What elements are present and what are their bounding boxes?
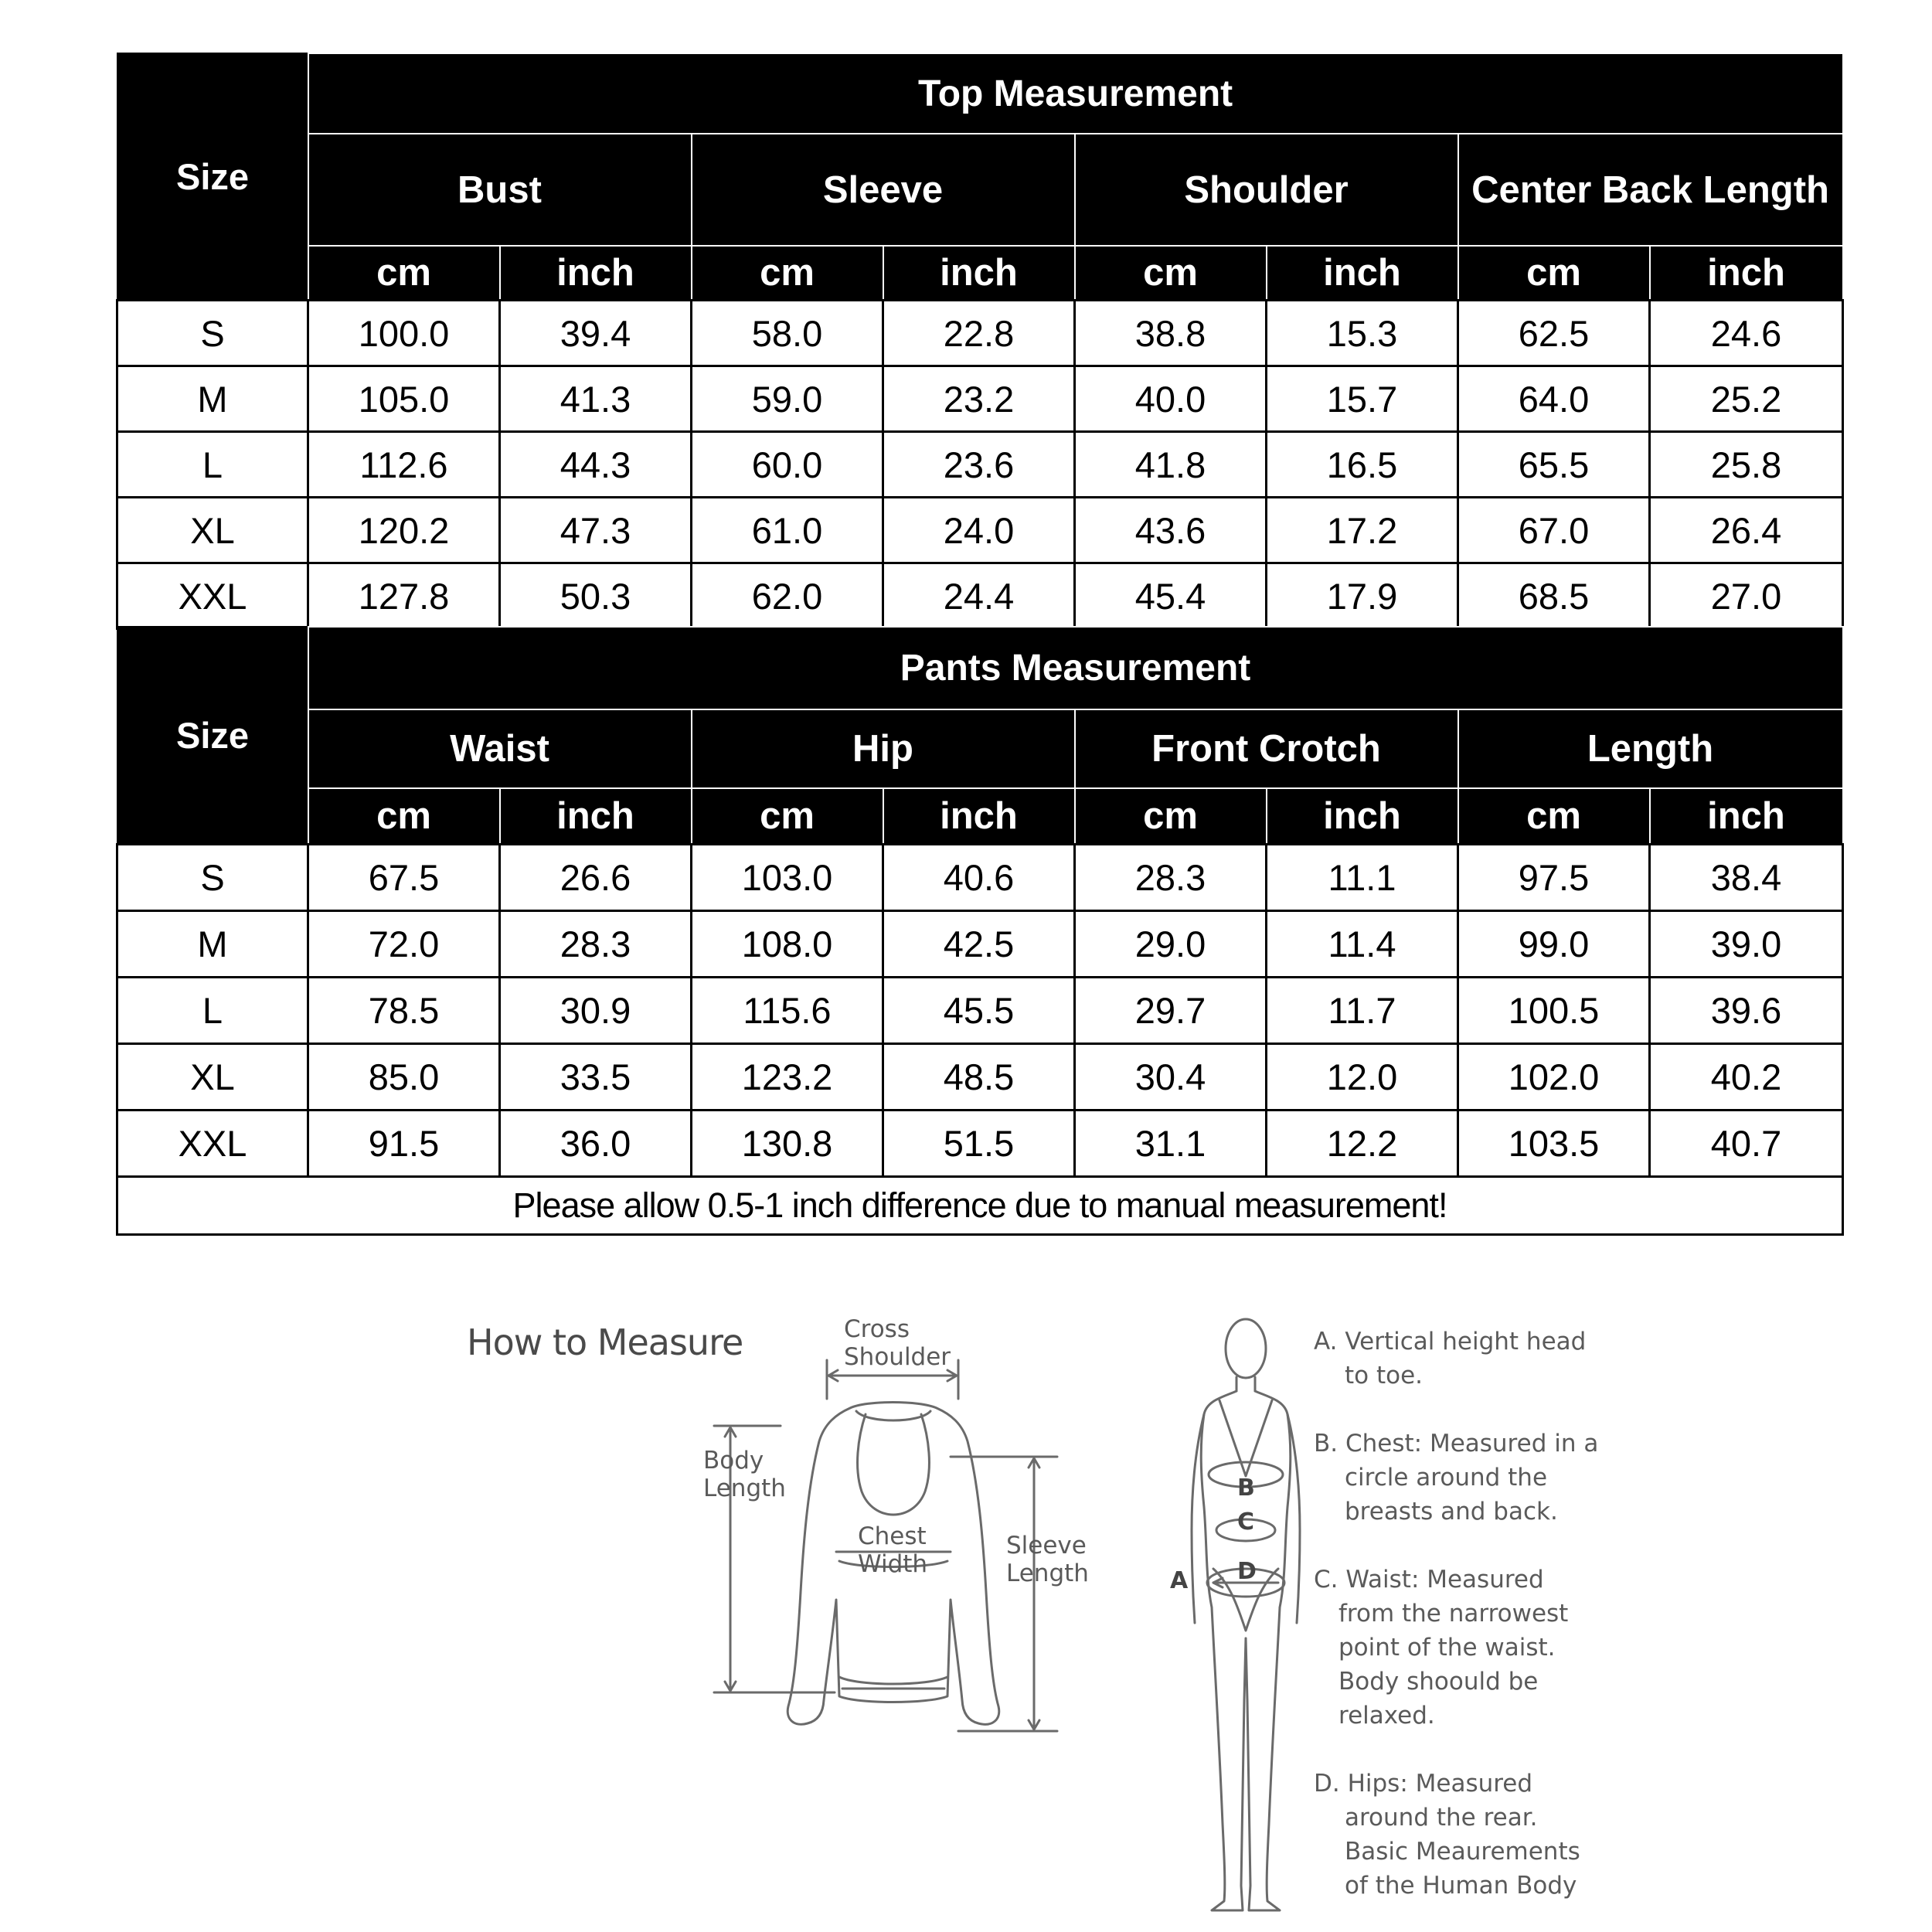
unit-header: inch <box>883 246 1075 301</box>
value-cell: 68.5 <box>1458 563 1650 629</box>
value-cell: 40.0 <box>1075 366 1267 432</box>
size-cell: S <box>117 301 308 366</box>
value-cell: 67.0 <box>1458 498 1650 563</box>
legend-b-line: breasts and back. <box>1345 1498 1558 1526</box>
value-cell: 64.0 <box>1458 366 1650 432</box>
value-cell: 78.5 <box>308 978 500 1044</box>
value-cell: 91.5 <box>308 1111 500 1177</box>
legend-a-line: to toe. <box>1345 1362 1423 1389</box>
cross-shoulder-label <box>844 1315 951 1371</box>
unit-header: cm <box>1075 246 1267 301</box>
value-cell: 36.0 <box>500 1111 692 1177</box>
unit-header: cm <box>1458 788 1650 845</box>
size-column-header: Size <box>117 627 308 845</box>
value-cell: 72.0 <box>308 911 500 978</box>
cross-shoulder-label-line1: Cross <box>844 1315 910 1343</box>
value-cell: 31.1 <box>1075 1111 1267 1177</box>
legend-item-b <box>1314 1427 1638 1529</box>
value-cell: 12.0 <box>1267 1044 1458 1111</box>
value-cell: 17.9 <box>1267 563 1458 629</box>
chest-width-label <box>858 1522 927 1578</box>
value-cell: 41.3 <box>500 366 692 432</box>
value-cell: 65.5 <box>1458 432 1650 498</box>
sleeve-length-label <box>1006 1532 1089 1587</box>
size-cell: L <box>117 432 308 498</box>
value-cell: 38.4 <box>1650 845 1843 911</box>
value-cell: 26.4 <box>1650 498 1843 563</box>
size-cell: XXL <box>117 1111 308 1177</box>
value-cell: 24.0 <box>883 498 1075 563</box>
body-marker-a: A <box>1170 1567 1189 1594</box>
value-cell: 45.4 <box>1075 563 1267 629</box>
value-cell: 22.8 <box>883 301 1075 366</box>
unit-header: inch <box>883 788 1075 845</box>
body-marker-d: D <box>1237 1558 1257 1585</box>
legend-b-lead: B. Chest: Measured in a <box>1314 1430 1599 1458</box>
value-cell: 60.0 <box>692 432 883 498</box>
value-cell: 47.3 <box>500 498 692 563</box>
body-marker-b: B <box>1237 1475 1255 1502</box>
group-header-length: Length <box>1458 709 1843 788</box>
sleeve-length-label-line1: Sleeve <box>1006 1532 1087 1560</box>
value-cell: 11.4 <box>1267 911 1458 978</box>
value-cell: 40.2 <box>1650 1044 1843 1111</box>
value-cell: 24.6 <box>1650 301 1843 366</box>
legend-c-line: relaxed. <box>1338 1702 1435 1730</box>
unit-header: inch <box>1650 788 1843 845</box>
value-cell: 48.5 <box>883 1044 1075 1111</box>
value-cell: 130.8 <box>692 1111 883 1177</box>
group-header-sleeve: Sleeve <box>692 134 1075 246</box>
value-cell: 11.7 <box>1267 978 1458 1044</box>
group-header-front-crotch: Front Crotch <box>1075 709 1458 788</box>
value-cell: 28.3 <box>1075 845 1267 911</box>
value-cell: 61.0 <box>692 498 883 563</box>
value-cell: 67.5 <box>308 845 500 911</box>
value-cell: 85.0 <box>308 1044 500 1111</box>
unit-header: inch <box>500 246 692 301</box>
value-cell: 30.4 <box>1075 1044 1267 1111</box>
value-cell: 16.5 <box>1267 432 1458 498</box>
size-cell: S <box>117 845 308 911</box>
value-cell: 100.0 <box>308 301 500 366</box>
table-row <box>117 1111 1843 1177</box>
unit-header: inch <box>1267 246 1458 301</box>
legend-c-line: point of the waist. <box>1338 1634 1556 1662</box>
unit-header: cm <box>1458 246 1650 301</box>
unit-header: inch <box>500 788 692 845</box>
group-header-center-back-length: Center Back Length <box>1458 134 1843 246</box>
group-header-waist: Waist <box>308 709 692 788</box>
value-cell: 15.7 <box>1267 366 1458 432</box>
table-title: Pants Measurement <box>308 627 1843 709</box>
value-cell: 51.5 <box>883 1111 1075 1177</box>
value-cell: 17.2 <box>1267 498 1458 563</box>
value-cell: 12.2 <box>1267 1111 1458 1177</box>
table-row <box>117 498 1843 563</box>
chest-width-label-line2: Width <box>858 1550 928 1578</box>
body-length-label-line2: Length <box>703 1475 786 1502</box>
size-cell: XL <box>117 1044 308 1111</box>
table-row <box>117 563 1843 629</box>
value-cell: 23.2 <box>883 366 1075 432</box>
value-cell: 42.5 <box>883 911 1075 978</box>
table-row <box>117 432 1843 498</box>
unit-header: inch <box>1267 788 1458 845</box>
table-row <box>117 978 1843 1044</box>
sleeve-length-label-line2: Length <box>1006 1560 1089 1587</box>
legend-c-line: from the narrowest <box>1338 1600 1569 1628</box>
value-cell: 105.0 <box>308 366 500 432</box>
value-cell: 40.7 <box>1650 1111 1843 1177</box>
legend-d-lead: D. Hips: Measured <box>1314 1770 1533 1798</box>
body-length-label-line1: Body <box>703 1447 764 1475</box>
table-row <box>117 845 1843 911</box>
group-header-shoulder: Shoulder <box>1075 134 1458 246</box>
value-cell: 27.0 <box>1650 563 1843 629</box>
how-to-measure-title: How to Measure <box>467 1321 743 1363</box>
value-cell: 103.0 <box>692 845 883 911</box>
legend-d-line: around the rear. <box>1345 1804 1538 1832</box>
table-row <box>117 301 1843 366</box>
pants-measurement-table <box>116 626 1844 1236</box>
value-cell: 62.0 <box>692 563 883 629</box>
value-cell: 23.6 <box>883 432 1075 498</box>
how-to-measure-section <box>0 1298 1932 1932</box>
value-cell: 45.5 <box>883 978 1075 1044</box>
group-header-bust: Bust <box>308 134 692 246</box>
value-cell: 24.4 <box>883 563 1075 629</box>
value-cell: 99.0 <box>1458 911 1650 978</box>
value-cell: 62.5 <box>1458 301 1650 366</box>
size-cell: L <box>117 978 308 1044</box>
unit-header: inch <box>1650 246 1843 301</box>
body-marker-c: C <box>1237 1509 1255 1536</box>
value-cell: 44.3 <box>500 432 692 498</box>
human-body-diagram <box>1168 1314 1323 1917</box>
table-row <box>117 1044 1843 1111</box>
value-cell: 112.6 <box>308 432 500 498</box>
value-cell: 103.5 <box>1458 1111 1650 1177</box>
group-header-hip: Hip <box>692 709 1075 788</box>
legend-c-line: Body shoould be <box>1338 1668 1539 1696</box>
value-cell: 41.8 <box>1075 432 1267 498</box>
legend-b-line: circle around the <box>1345 1464 1548 1492</box>
value-cell: 59.0 <box>692 366 883 432</box>
unit-header: cm <box>1075 788 1267 845</box>
value-cell: 43.6 <box>1075 498 1267 563</box>
value-cell: 30.9 <box>500 978 692 1044</box>
value-cell: 108.0 <box>692 911 883 978</box>
value-cell: 102.0 <box>1458 1044 1650 1111</box>
size-cell: XXL <box>117 563 308 629</box>
value-cell: 120.2 <box>308 498 500 563</box>
value-cell: 25.2 <box>1650 366 1843 432</box>
unit-header: cm <box>692 246 883 301</box>
value-cell: 39.4 <box>500 301 692 366</box>
legend-c-lead: C. Waist: Measured <box>1314 1566 1544 1594</box>
unit-header: cm <box>308 788 500 845</box>
legend-d-line: Basic Meaurements <box>1345 1838 1580 1866</box>
body-length-label <box>703 1447 786 1502</box>
legend-d-line: of the Human Body <box>1345 1872 1577 1900</box>
value-cell: 11.1 <box>1267 845 1458 911</box>
value-cell: 123.2 <box>692 1044 883 1111</box>
value-cell: 25.8 <box>1650 432 1843 498</box>
size-cell: XL <box>117 498 308 563</box>
value-cell: 127.8 <box>308 563 500 629</box>
legend-item-c <box>1314 1563 1638 1733</box>
table-row <box>117 911 1843 978</box>
value-cell: 26.6 <box>500 845 692 911</box>
value-cell: 115.6 <box>692 978 883 1044</box>
value-cell: 40.6 <box>883 845 1075 911</box>
value-cell: 100.5 <box>1458 978 1650 1044</box>
value-cell: 29.7 <box>1075 978 1267 1044</box>
size-column-header: Size <box>117 53 308 301</box>
top-measurement-table <box>116 53 1844 630</box>
unit-header: cm <box>692 788 883 845</box>
value-cell: 15.3 <box>1267 301 1458 366</box>
value-cell: 28.3 <box>500 911 692 978</box>
size-cell: M <box>117 366 308 432</box>
value-cell: 39.6 <box>1650 978 1843 1044</box>
table-row <box>117 366 1843 432</box>
value-cell: 50.3 <box>500 563 692 629</box>
cross-shoulder-label-line2: Shoulder <box>844 1343 951 1371</box>
value-cell: 58.0 <box>692 301 883 366</box>
value-cell: 38.8 <box>1075 301 1267 366</box>
value-cell: 97.5 <box>1458 845 1650 911</box>
measurement-note: Please allow 0.5-1 inch difference due to manual measurement! <box>117 1177 1843 1235</box>
value-cell: 29.0 <box>1075 911 1267 978</box>
size-cell: M <box>117 911 308 978</box>
legend-a-lead: A. Vertical height head <box>1314 1328 1587 1355</box>
table-title: Top Measurement <box>308 53 1843 134</box>
legend-item-d <box>1314 1767 1638 1903</box>
value-cell: 33.5 <box>500 1044 692 1111</box>
unit-header: cm <box>308 246 500 301</box>
value-cell: 39.0 <box>1650 911 1843 978</box>
legend-item-a <box>1314 1325 1638 1393</box>
chest-width-label-line1: Chest <box>858 1522 927 1550</box>
